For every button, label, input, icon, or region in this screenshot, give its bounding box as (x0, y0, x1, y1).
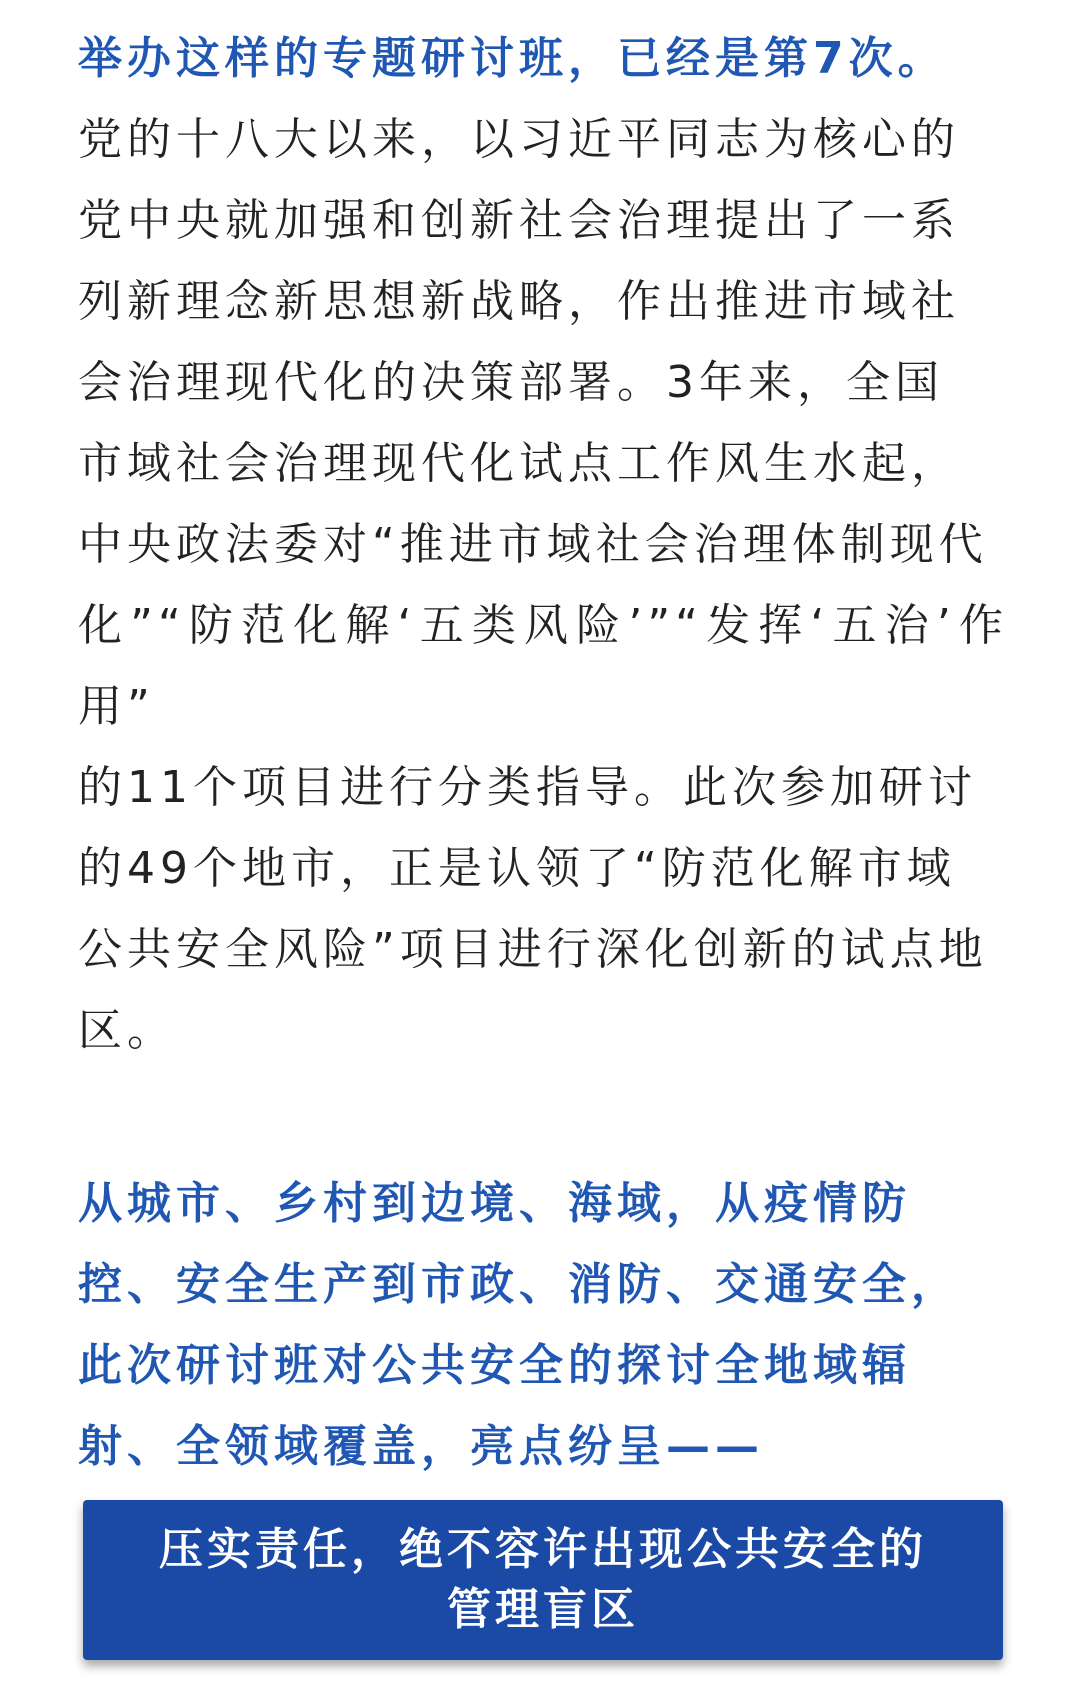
paragraph-spacer (78, 1071, 1008, 1163)
section-heading-text: 压实责任，绝不容许出现公共安全的 管理盲区 (159, 1524, 927, 1635)
highlight-paragraph: 从城市、乡村到边境、海域，从疫情防 控、安全生产到市政、消防、交通安全， 此次研讨班对公共安全的探讨全地域辐 射、全领域覆盖，亮点纷呈—— (78, 1178, 960, 1472)
lead-highlight-text: 举办这样的专题研讨班，已经是第7次。 (78, 33, 947, 84)
article-body (78, 18, 1008, 1487)
body-paragraph: 党的十八大以来，以习近平同志为核心的 党中央就加强和创新社会治理提出了一系 列新理念新思想新战略，作出推进市域社 会治理现代化的决策部署。3年来，全国 市域社会治理现代化试点工作风生水起， 中央政法委对“推进市域社会治理体制现代 化”“防范化解‘五类风险’”“发挥‘五治’作用” 的11个项目进行分类指导。此次参加研讨 的49个地市，正是认领了“防范化解市域 公共安全风险”项目进行深化创新的试点地 区。 (78, 114, 1008, 1056)
section-heading-banner (83, 1500, 1003, 1660)
